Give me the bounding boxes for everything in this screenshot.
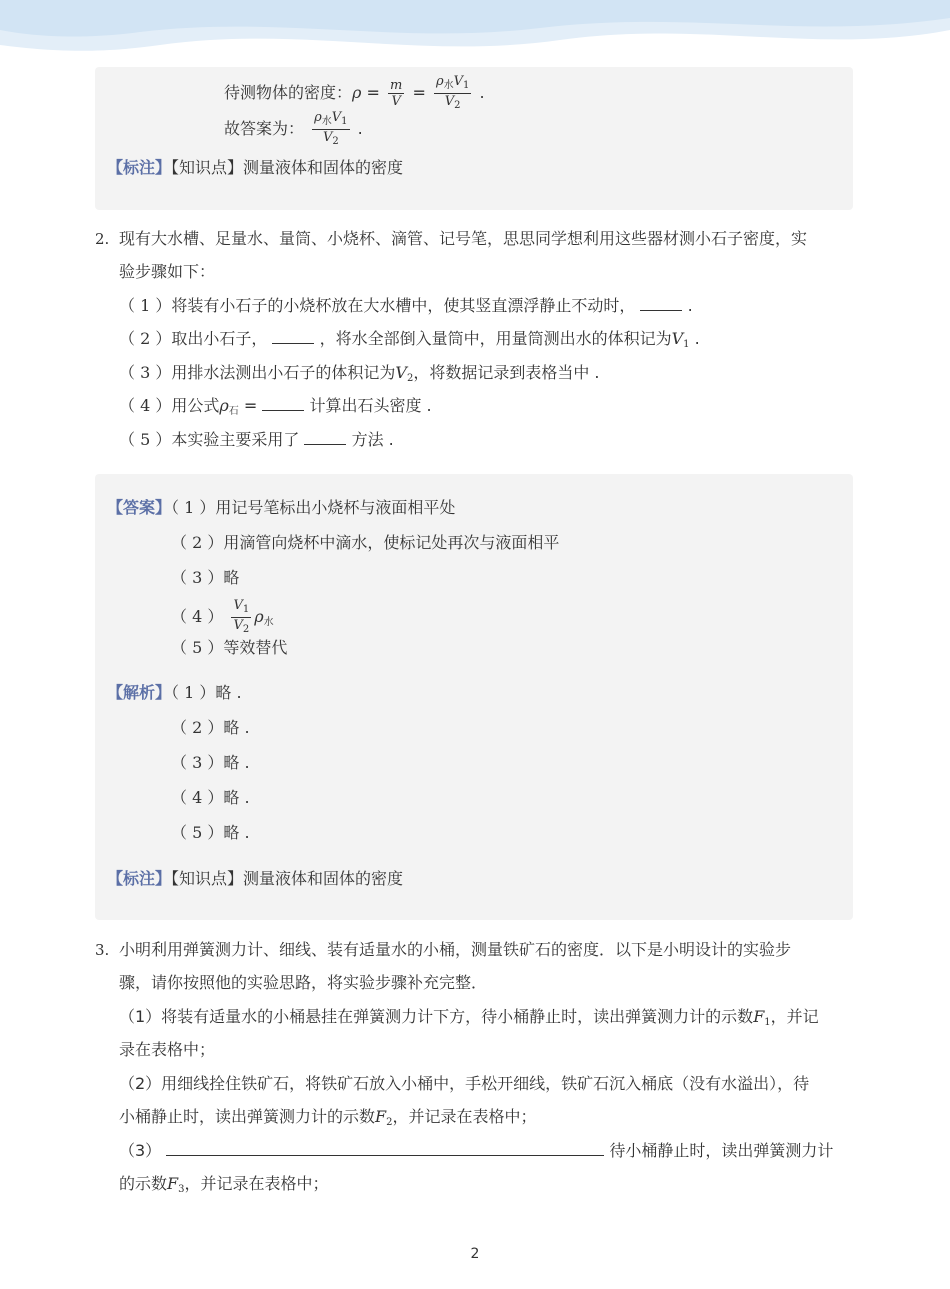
q2-analysis-5: （ 5 ）略 . xyxy=(171,823,250,842)
tag-text: 【知识点】测量液体和固体的密度 xyxy=(171,869,404,888)
q3-line6: 小桶静止时，读出弹簧测力计的示数$F_2$，并记录在表格中； xyxy=(119,1107,537,1128)
header-wave-decoration xyxy=(0,0,950,75)
tag-label: 【标注】 xyxy=(107,158,172,177)
q2-analysis-3: （ 3 ）略 . xyxy=(171,753,250,772)
q2-tag-line xyxy=(107,867,403,891)
q2-analysis-1: 【解析】（ 1 ）略 . xyxy=(107,683,242,702)
q2-step2: （ 2 ）取出小石子， ，将水全部倒入量筒中，用量筒测出水的体积记为$V_1$ . xyxy=(119,329,700,350)
page-number: 2 xyxy=(470,1246,480,1262)
q3-line3: （1）将装有适量水的小桶悬挂在弹簧测力计下方，待小桶静止时，读出弹簧测力计的示数$F_1$，并记 xyxy=(119,1007,819,1028)
q2-answer-1: 【答案】（ 1 ）用记号笔标出小烧杯与液面相平处 xyxy=(107,498,456,517)
q2-step5: （ 5 ）本实验主要采用了 方法 . xyxy=(119,430,394,449)
q3-line1: 小明利用弹簧测力计、细线、装有适量水的小桶，测量铁矿石的密度．以下是小明设计的实验步 xyxy=(119,940,792,959)
q2-answer-3: （ 3 ）略 xyxy=(171,568,240,587)
q3-line8: 的示数$F_3$，并记录在表格中； xyxy=(119,1174,329,1195)
prev-tag-line xyxy=(107,156,403,180)
answer-label: 【答案】 xyxy=(107,498,172,517)
fill-blank[interactable] xyxy=(262,396,304,411)
fraction-v1-over-v2: $\frac{V_1}{V_2}$ xyxy=(233,598,250,635)
q3-line5: （2）用细线拴住铁矿石，将铁矿石放入小桶中，手松开细线，铁矿石沉入桶底（没有水溢出），待 xyxy=(119,1074,810,1093)
q3-line4: 录在表格中； xyxy=(119,1040,216,1059)
fill-blank[interactable] xyxy=(304,430,346,445)
q2-answer-2: （ 2 ）用滴管向烧杯中滴水，使标记处再次与液面相平 xyxy=(171,533,560,552)
fraction-answer: $\frac{\rho_水V_1}{V_2}$ xyxy=(314,110,348,147)
tag-text: 【知识点】测量液体和固体的密度 xyxy=(171,158,404,177)
density-formula-line: 待测物体的密度：ρ = $\frac{m}{V}$ = $\frac{\rho_水V_1}{V_2}$ . xyxy=(224,74,485,111)
fill-blank-long[interactable] xyxy=(166,1141,604,1156)
q2-line2: 验步骤如下： xyxy=(119,262,216,281)
q2-step4: （ 4 ）用公式$\rho_石$ = 计算出石头密度 . xyxy=(119,396,432,417)
fill-blank[interactable] xyxy=(272,329,314,344)
q2-answer-5: （ 5 ）等效替代 xyxy=(171,638,288,657)
analysis-label: 【解析】 xyxy=(107,683,172,702)
fraction-rho-v1-over-v2: $\frac{\rho_水V_1}{V_2}$ xyxy=(435,74,470,111)
tag-label: 【标注】 xyxy=(107,869,172,888)
fill-blank[interactable] xyxy=(640,296,682,311)
q3-line2: 骤，请你按照他的实验思路，将实验步骤补充完整． xyxy=(119,973,488,992)
q2-answer-4: （ 4 ） $\frac{V_1}{V_2}$ $\rho_水$ xyxy=(171,598,274,635)
answer-formula-line: 故答案为： $\frac{\rho_水V_1}{V_2}$ . xyxy=(224,110,363,147)
q2-analysis-4: （ 4 ）略 . xyxy=(171,788,250,807)
q2-line1: 现有大水槽、足量水、量筒、小烧杯、滴管、记号笔，思思同学想利用这些器材测小石子密度，实 xyxy=(119,229,808,248)
q2-analysis-2: （ 2 ）略 . xyxy=(171,718,250,737)
q2-step3: （ 3 ）用排水法测出小石子的体积记为$V_2$，将数据记录到表格当中 . xyxy=(119,363,600,384)
q3-line7: （3） 待小桶静止时，读出弹簧测力计 xyxy=(119,1141,834,1160)
fraction-m-over-v: $\frac{m}{V}$ xyxy=(390,78,403,109)
q2-step1: （ 1 ）将装有小石子的小烧杯放在大水槽中，使其竖直漂浮静止不动时， . xyxy=(119,296,693,315)
question-2-number: 2. xyxy=(95,230,110,248)
question-3-number: 3. xyxy=(95,941,110,959)
